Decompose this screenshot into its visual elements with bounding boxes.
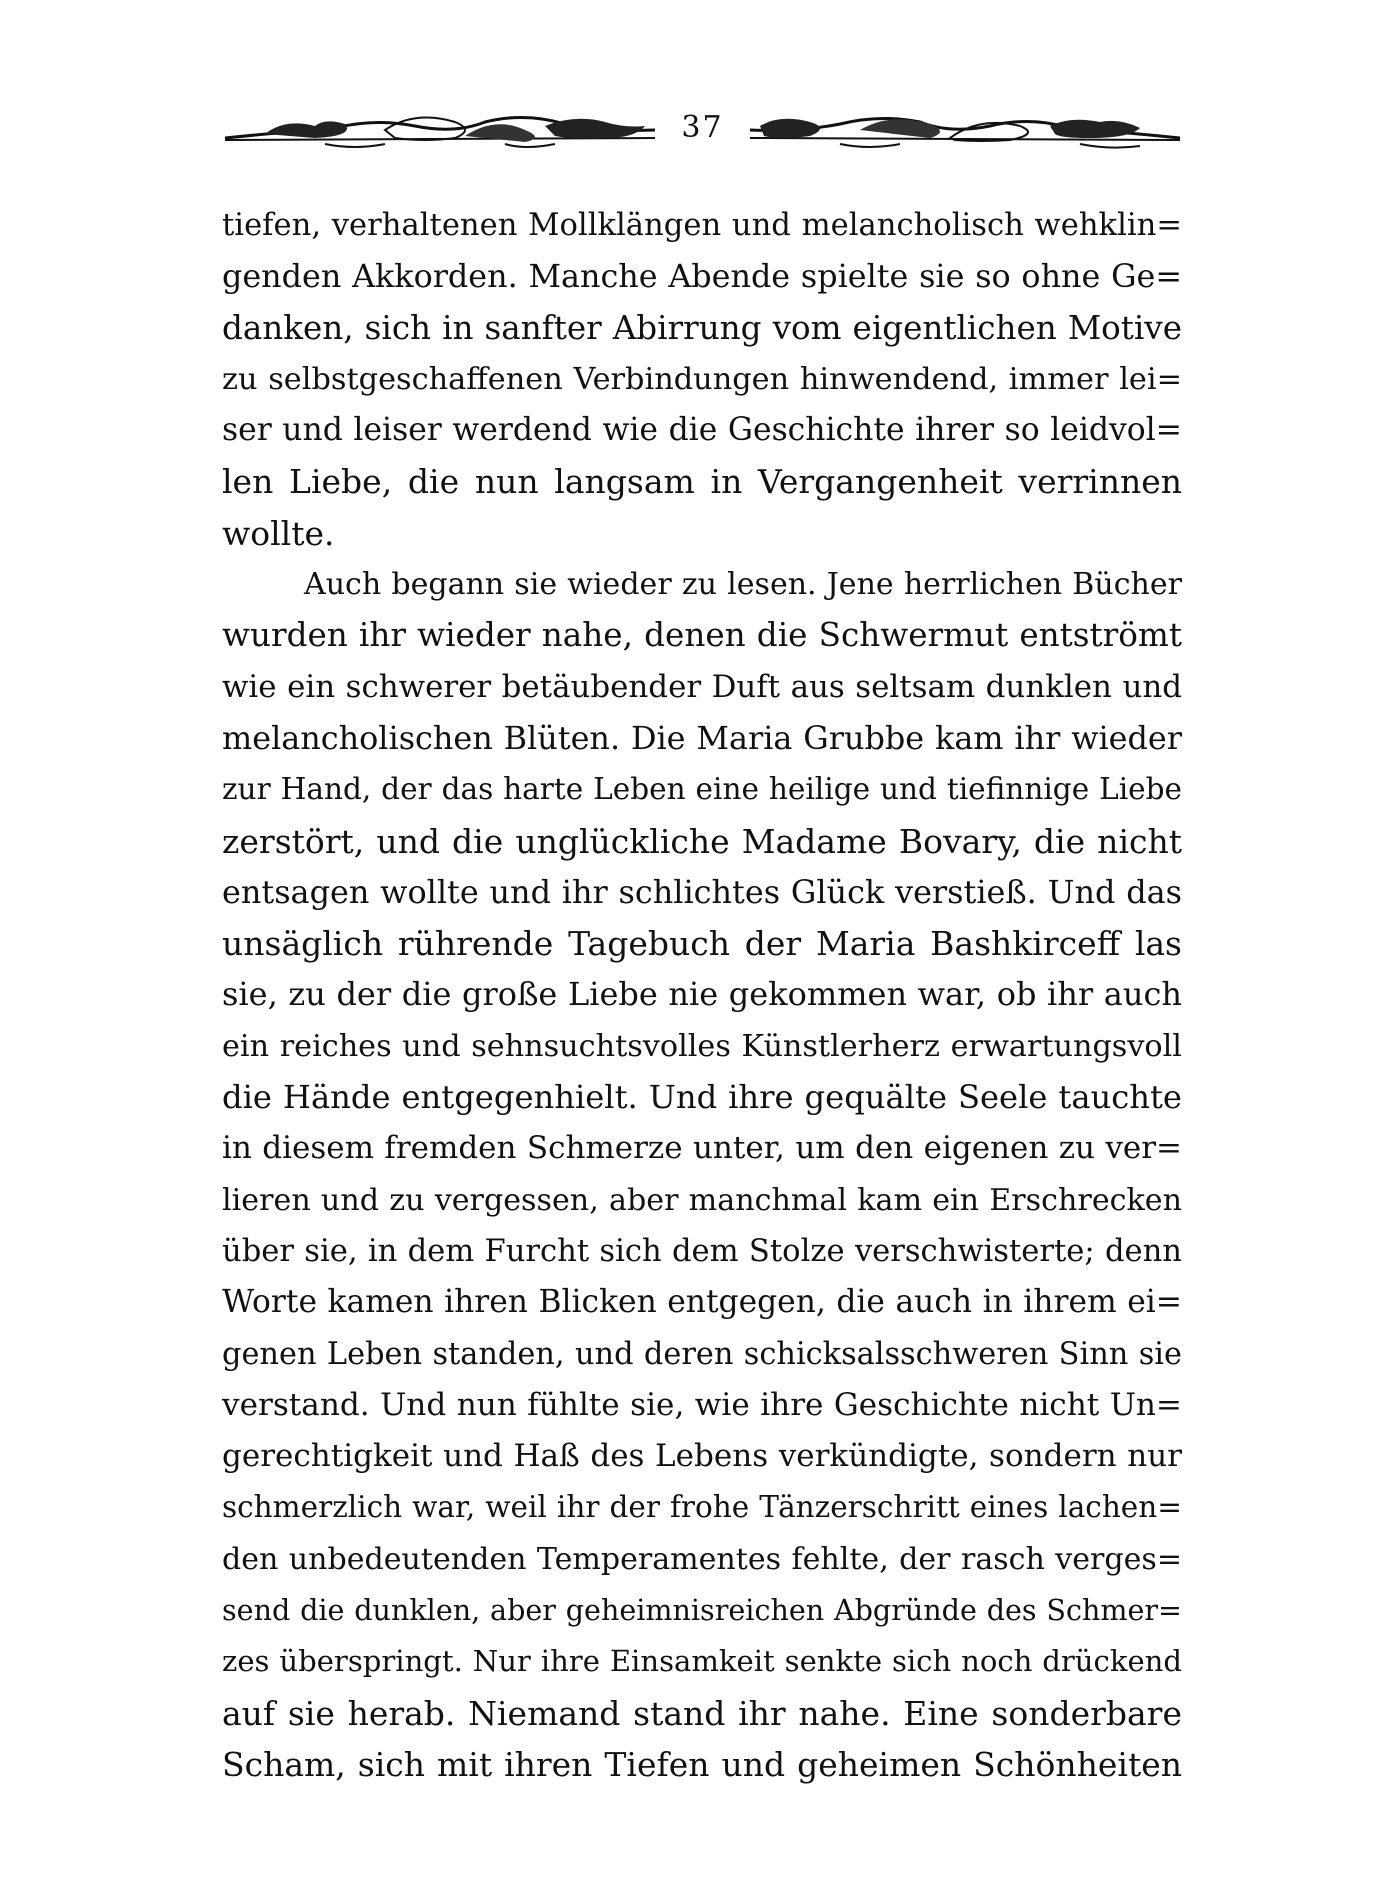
left-ornament-icon [225,108,655,154]
text-line: wollte. [222,513,335,553]
text-line: verstand. Und nun fühlte sie, wie ihre Geschichte nicht Un= [222,1386,1182,1423]
text-line: entsagen wollte und ihr schlichtes Glück verstieß. Und das [222,872,1182,911]
text-line: die Hände entgegenhielt. Und ihre gequälte Seele tauchte [222,1078,1182,1117]
right-ornament-icon [750,108,1180,154]
text-line: Worte kamen ihren Blicken entgegen, die auch in ihrem ei= [222,1284,1182,1321]
text-line: den unbedeutenden Temperamentes fehlte, der rasch verges= [222,1541,1182,1577]
text-line: lieren und zu vergessen, aber manchmal kam ein Erschrecken [222,1182,1182,1218]
text-line: in diesem fremden Schmerze unter, um den eigenen zu ver= [222,1130,1182,1167]
text-line: len Liebe, die nun langsam in Vergangenheit verrinnen [222,462,1182,502]
text-line: melancholischen Blüten. Die Maria Grubbe kam ihr wieder [222,718,1182,757]
text-line: genden Akkorden. Manche Abende spielte sie so ohne Ge= [222,257,1182,296]
body-text [222,200,1182,1790]
text-line: zur Hand, der das harte Leben eine heilige und tiefinnige Liebe [222,772,1182,807]
text-line: Auch begann sie wieder zu lesen. Jene herrlichen Bücher [304,567,1182,603]
text-line: wie ein schwerer betäubender Duft aus seltsam dunklen und [222,668,1182,705]
text-line: über sie, in dem Furcht sich dem Stolze verschwisterte; denn [222,1233,1182,1269]
text-line: schmerzlich war, weil ihr der frohe Tänzerschritt eines lachen= [222,1490,1182,1525]
text-line: zerstört, und die unglückliche Madame Bovary, die nicht [222,821,1182,861]
text-line: sie, zu der die große Liebe nie gekommen war, ob ihr auch [222,975,1182,1014]
text-line: tiefen, verhaltenen Mollklängen und melancholisch wehklin= [222,208,1182,243]
text-line: unsäglich rührende Tagebuch der Maria Bashkirceff las [222,924,1182,964]
text-line: genen Leben standen, und deren schicksalsschweren Sinn sie [222,1336,1182,1372]
text-line: auf sie herab. Niemand stand ihr nahe. Eine sonderbare [222,1693,1182,1733]
text-line: wurden ihr wieder nahe, denen die Schwermut entströmt [222,616,1182,655]
text-line: zu selbstgeschaffenen Verbindungen hinwendend, immer lei= [222,361,1182,397]
text-line: ein reiches und sehnsuchtsvolles Künstlerherz erwartungsvoll [222,1028,1182,1064]
page-header [225,100,1180,160]
text-line: zes überspringt. Nur ihre Einsamkeit senkte sich noch drückend [222,1644,1182,1679]
text-line: ser und leiser werdend wie die Geschichte ihrer so leidvol= [222,412,1182,449]
text-line: send die dunklen, aber geheimnisreichen Abgründe des Schmer= [222,1593,1182,1628]
text-line: Scham, sich mit ihren Tiefen und geheimen Schönheiten [222,1744,1182,1784]
text-line: gerechtigkeit und Haß des Lebens verkündigte, sondern nur [222,1438,1182,1475]
page-number: 37 [681,110,724,145]
text-line: danken, sich in sanfter Abirrung vom eigentlichen Motive [222,308,1182,347]
